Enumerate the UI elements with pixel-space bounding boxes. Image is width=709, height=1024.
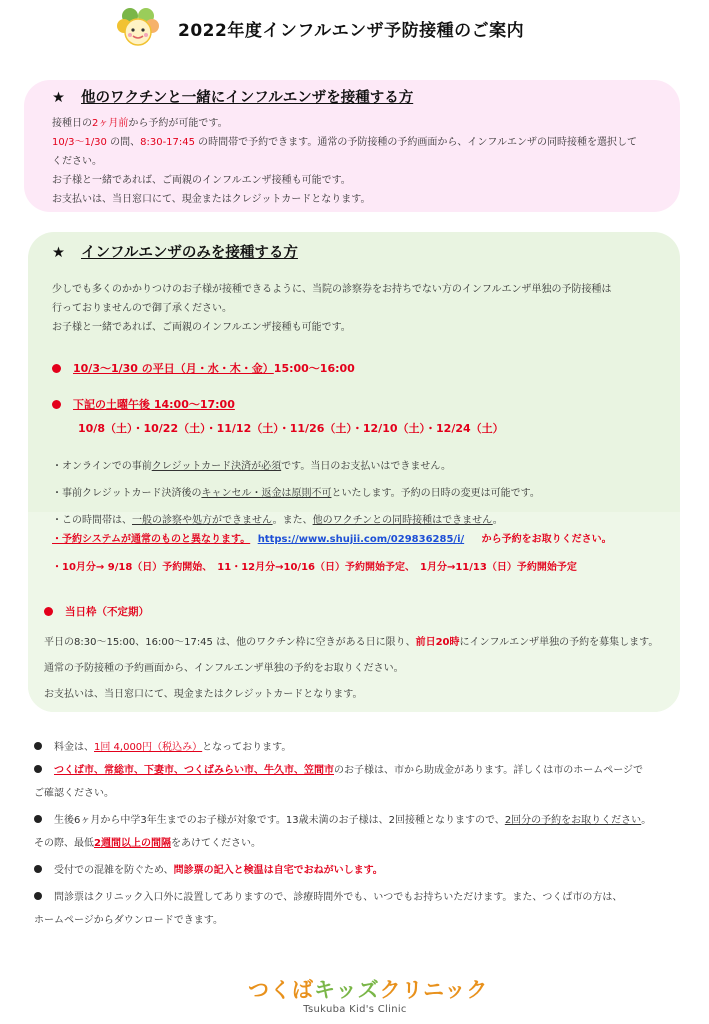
list-item: 問診票はクリニック入口外に設置してありますので、診療時間外でも、いつでもお持ちいただけます。また、つくば市の方は、: [34, 886, 651, 909]
list-item: ホームページからダウンロードできます。: [34, 915, 223, 926]
list-item: 生後6ヶ月から中学3年生までのお子様が対象です。13歳未満のお子様は、2回接種となりますので、2回分の予約をお取りください。: [34, 809, 651, 832]
sameday-heading: 当日枠（不定期）: [44, 604, 149, 619]
list-item: 受付での混雑を防ぐため、問診票の記入と検温は自宅でおねがいします。: [34, 859, 651, 882]
star-icon: ★: [52, 90, 65, 106]
red-bullet-icon: [44, 607, 53, 616]
list-item: つくば市、常総市、下妻市、つくばみらい市、牛久市、笠間市のお子様は、市から助成金があります。詳しくは市のホームページで: [34, 759, 651, 782]
saturday-schedule: 下記の土曜午後 14:00～17:00: [52, 396, 235, 412]
section-combined-heading: ★ 他のワクチンと一緒にインフルエンザを接種する方: [52, 90, 414, 106]
list-item: ご確認ください。: [34, 788, 114, 799]
list-item: その際、最低2週間以上の間隔をあけてください。: [34, 838, 261, 849]
bullet-icon: [34, 865, 42, 873]
weekday-schedule: 10/3～1/30 の平日（月・水・木・金）15:00～16:00: [52, 360, 355, 376]
section-influenza-heading: ★ インフルエンザのみを接種する方: [52, 245, 298, 261]
bullet-icon: [34, 765, 42, 773]
section-combined-body: 接種日の2ヶ月前から予約が可能です。 10/3～1/30 の間、8:30-17:45 の時間帯で予約できます。通常の予防接種の予約画面から、インフルエンザの同時接種を選択して ください。 お子様と一緒であれば、ご両親のインフルエンザ接種も可能です。 お支払いは、当日窓口にて、現金またはクレジットカードとなります。: [52, 118, 637, 205]
sameday-body: 平日の8:30～15:00、16:00～17:45 は、他のワクチン枠に空きがある日に限り、前日20時にインフルエンザ単独の予約を募集します。 通常の予防接種の予約画面から、インフルエンザ単独の予約をお取りください。 お支払いは、当日窓口にて、現金またはクレジットカードとなります。: [44, 637, 659, 700]
general-info-list: [34, 736, 651, 932]
reservation-schedule: ・10月分→ 9/18（日）予約開始、 11・12月分→10/16（日）予約開始予定、 1月分→11/13（日）予約開始予定: [52, 562, 577, 573]
saturday-dates: 10/8（土）・10/22（土）・11/12（土）・11/26（土）・12/10（土）・12/24（土）: [78, 422, 504, 435]
page-title: 2022年度インフルエンザ予防接種のご案内: [178, 21, 525, 41]
bullet-icon: [34, 815, 42, 823]
payment-notes: ・オンラインでの事前クレジットカード決済が必須です。当日のお支払いはできません。 ・事前クレジットカード決済後のキャンセル・返金は原則不可といたします。予約の日時の変更は可能です。 ・この時間帯は、一般の診察や処方ができません。また、他のワクチンとの同時接種はできません。: [52, 461, 540, 526]
star-icon: ★: [52, 245, 65, 261]
red-bullet-icon: [52, 364, 61, 373]
bullet-icon: [34, 742, 42, 750]
clinic-flower-logo: [116, 6, 160, 50]
bullet-icon: [34, 892, 42, 900]
clinic-logo: つくばキッズクリニック Tsukuba Kid's Clinic: [248, 978, 489, 1015]
section-influenza-intro: 少しでも多くのかかりつけのお子様が接種できるように、当院の診察券をお持ちでない方のインフルエンザ単独の予防接種は 行っておりませんので御了承ください。 お子様と一緒であれば、ご両親のインフルエンザ接種も可能です。: [52, 284, 612, 333]
list-item: 料金は、1回 4,000円（税込み）となっております。: [34, 736, 651, 759]
reservation-system-note: ・予約システムが通常のものと異なります。 https://www.shujii.com/029836285/i/ から予約をお取りください。: [52, 534, 612, 545]
red-bullet-icon: [52, 400, 61, 409]
reservation-link[interactable]: https://www.shujii.com/029836285/i/: [257, 534, 465, 545]
